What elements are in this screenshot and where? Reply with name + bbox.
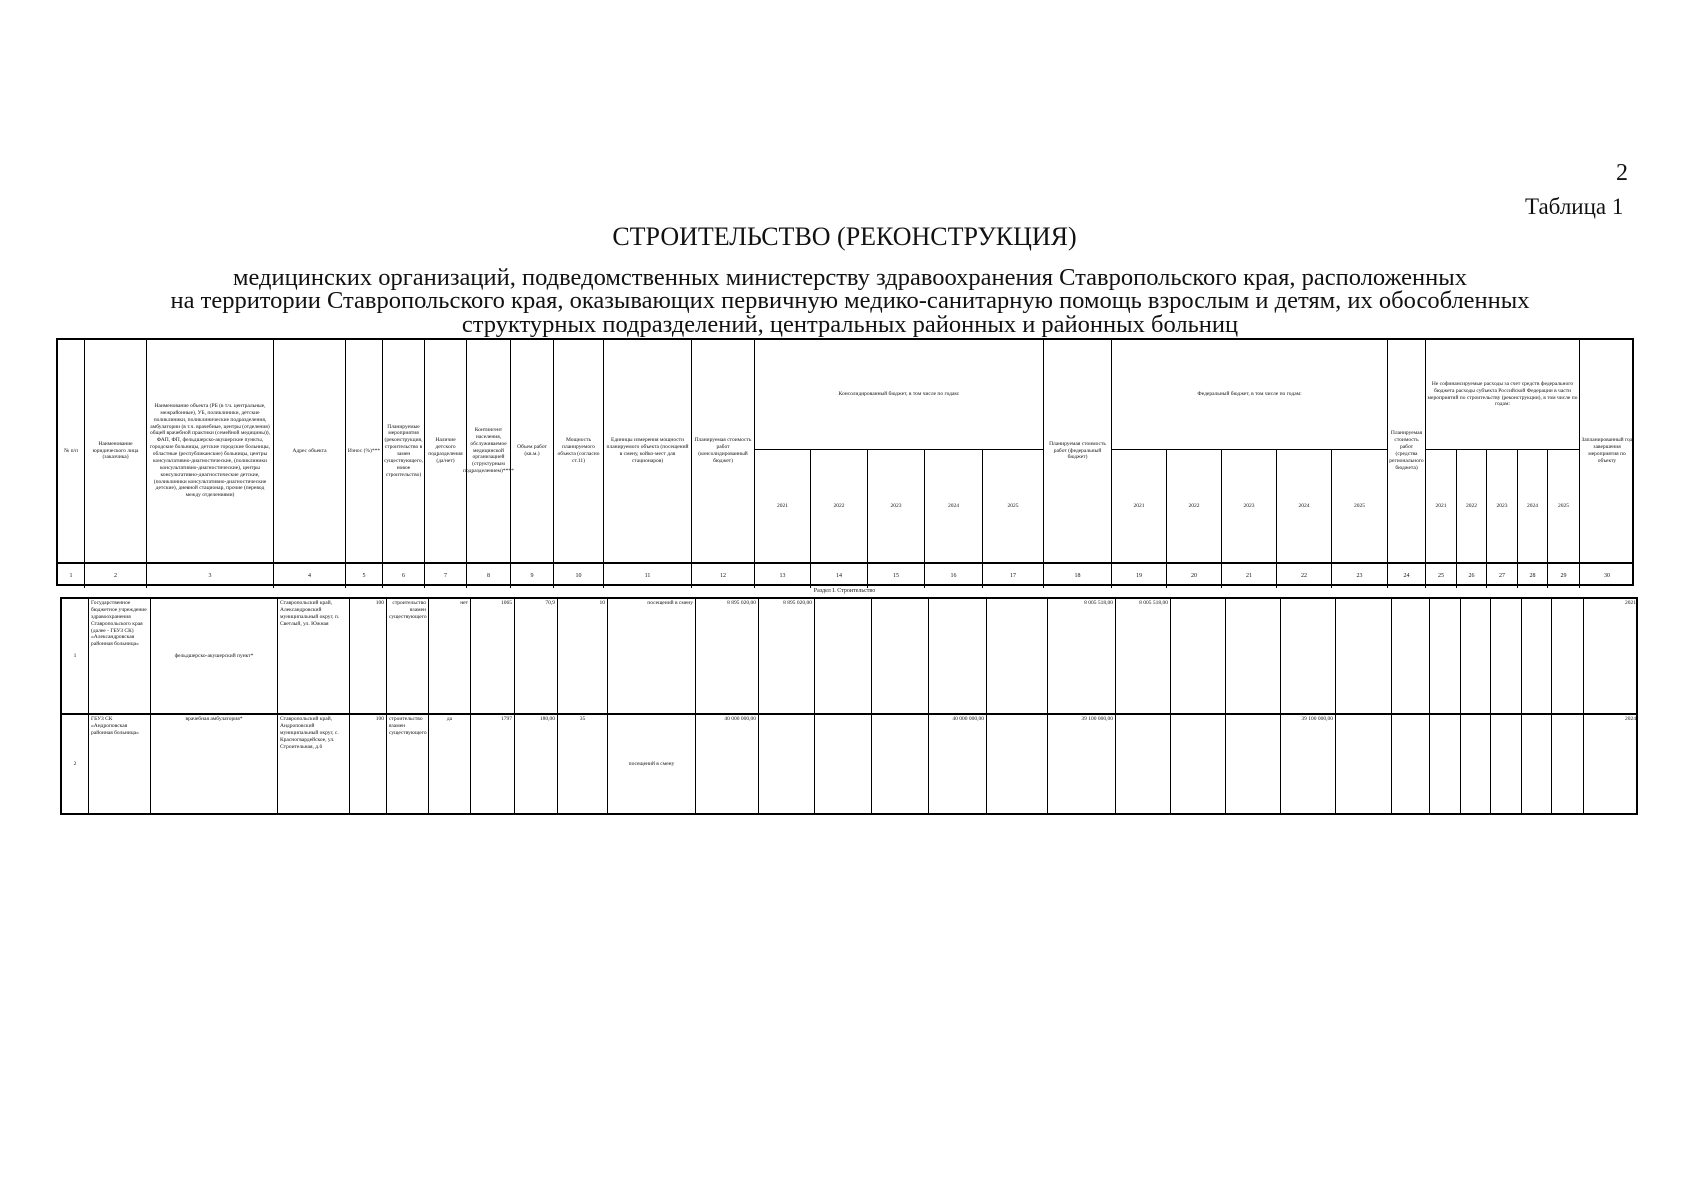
header-cons-2025: 2025 bbox=[983, 450, 1044, 562]
cell-wear: 100 bbox=[350, 715, 387, 813]
col-number: 24 bbox=[1388, 564, 1426, 588]
cell-object: фельдшерско-акушерский пункт* bbox=[151, 599, 278, 713]
col-number: 7 bbox=[425, 564, 467, 588]
cell-regional bbox=[1392, 599, 1430, 713]
cell-nf-2022 bbox=[1461, 599, 1491, 713]
header-fed-2021: 2021 bbox=[1112, 450, 1167, 562]
cell-nf-2021 bbox=[1430, 715, 1461, 813]
col-number: 19 bbox=[1112, 564, 1167, 588]
header-fed-2024: 2024 bbox=[1277, 450, 1332, 562]
cell-address: Ставропольский край, Александровский муниципальный округ, п. Светлый, ул. Южная bbox=[278, 599, 350, 713]
col-number: 11 bbox=[604, 564, 692, 588]
header-nf-2022: 2022 bbox=[1457, 450, 1487, 562]
subtitle-line-1: медицинских организаций, подведомственных министерству здравоохранения Ставропольского края, расположенных bbox=[233, 264, 1467, 291]
cell-fed-2022 bbox=[1171, 715, 1226, 813]
header-col-12: Планируемая стоимость работ (консолидированный бюджет) bbox=[692, 340, 755, 562]
header-col-24: Планируемая стоимость работ (средства регионального бюджета) bbox=[1388, 340, 1426, 562]
cell-nf-2023 bbox=[1491, 715, 1522, 813]
col-number: 29 bbox=[1548, 564, 1580, 588]
col-number: 1 bbox=[58, 564, 85, 588]
cell-cons-2023 bbox=[872, 715, 929, 813]
cell-regional bbox=[1392, 715, 1430, 813]
table-row bbox=[62, 599, 1636, 715]
cell-cost-consolidated: 8 895 020,00 bbox=[696, 599, 759, 713]
col-number: 14 bbox=[811, 564, 868, 588]
col-number: 20 bbox=[1167, 564, 1222, 588]
col-number: 8 bbox=[467, 564, 511, 588]
cell-nf-2023 bbox=[1491, 599, 1522, 713]
header-cons-2021: 2021 bbox=[755, 450, 811, 562]
col-number: 28 bbox=[1518, 564, 1548, 588]
col-number: 25 bbox=[1426, 564, 1457, 588]
cell-children: нет bbox=[429, 599, 471, 713]
subtitle-line-3: структурных подразделений, центральных районных и районных больниц bbox=[461, 310, 1239, 338]
header-federal-group: Федеральный бюджет, в том числе по годам: bbox=[1112, 340, 1388, 450]
col-number: 10 bbox=[554, 564, 604, 588]
col-number: 12 bbox=[692, 564, 755, 588]
cell-org: ГБУЗ СК «Андроповская районная больница» bbox=[89, 715, 151, 813]
col-number: 15 bbox=[868, 564, 925, 588]
cell-fed-2024: 39 100 000,00 bbox=[1281, 715, 1336, 813]
header-consolidated-group: Консолидированный бюджет, в том числе по годам: bbox=[755, 340, 1044, 450]
cell-nf-2022 bbox=[1461, 715, 1491, 813]
column-number-row bbox=[58, 562, 1632, 588]
cell-cons-2021 bbox=[759, 715, 815, 813]
page-number: 2 bbox=[1616, 160, 1628, 186]
cell-object: врачебная амбулатория* bbox=[151, 715, 278, 813]
cell-nf-2025 bbox=[1552, 715, 1584, 813]
col-number: 27 bbox=[1487, 564, 1518, 588]
cell-volume: 70,9 bbox=[515, 599, 558, 713]
cell-population: 1065 bbox=[471, 599, 515, 713]
table-number: Таблица 1 bbox=[1525, 194, 1624, 219]
cell-fed-2023 bbox=[1226, 599, 1281, 713]
header-col-3: Наименование объекта (РБ (в т.ч. центральные, межрайонные), УБ, поликлиники, детские поликлиники, поликлинические подразделения, амбулатории (в т.ч. врачебные, центры (отделения) общей врачебной практики (семейной медицины)), ФАП, ФП, фельдшерско-акушерские пункты, городские больницы, детские городские больницы, областные (республиканские) больницы, центры консультативно-диагностические, (поликлиники консультативно-диагностические), центры консультативно-диагностические детские, (поликлиники консультативно-диагностические детские), дневной стационар, прочие (перевод между отделениями) bbox=[147, 340, 274, 562]
document-subtitle bbox=[110, 266, 1590, 336]
col-number: 23 bbox=[1332, 564, 1388, 588]
col-number: 6 bbox=[383, 564, 425, 588]
header-col-9: Объем работ (кв.м.) bbox=[511, 340, 554, 562]
cell-cost-federal: 8 005 518,00 bbox=[1048, 599, 1116, 713]
col-number: 3 bbox=[147, 564, 274, 588]
cell-capacity: 10 bbox=[558, 599, 608, 713]
cell-volume: 180,00 bbox=[515, 715, 558, 813]
header-nf-2023: 2023 bbox=[1487, 450, 1518, 562]
header-col-10: Мощность планируемого объекта (согласно ст.11) bbox=[554, 340, 604, 562]
cell-capacity: 35 bbox=[558, 715, 608, 813]
subtitle-line-2: на территории Ставропольского края, оказывающих первичную медико-санитарную помощь взрослым и детям, их обособленных bbox=[170, 287, 1530, 315]
col-number: 4 bbox=[274, 564, 346, 588]
cell-cons-2022 bbox=[815, 599, 872, 713]
col-number: 17 bbox=[983, 564, 1044, 588]
cell-fed-2021 bbox=[1116, 715, 1171, 813]
header-col-2: Наименование юридического лица (заказчика) bbox=[85, 340, 147, 562]
cell-org: Государственное бюджетное учреждение здравоохранения Ставропольского края (далее - ГБУЗ СК) «Александровская районная больница» bbox=[89, 599, 151, 713]
cell-cons-2025 bbox=[987, 715, 1048, 813]
cell-cons-2024 bbox=[929, 599, 987, 713]
table-row bbox=[62, 715, 1636, 813]
col-number: 9 bbox=[511, 564, 554, 588]
header-col-5: Износ (%)*** bbox=[346, 340, 383, 562]
cell-children: да bbox=[429, 715, 471, 813]
cell-unit: посещений в смену bbox=[608, 599, 696, 713]
cell-fed-2021: 8 005 518,00 bbox=[1116, 599, 1171, 713]
header-col-8: Контингент населения, обслуживаемое медицинской организацией (структурным подразделением)**** bbox=[467, 340, 511, 562]
table-body bbox=[60, 597, 1638, 815]
cell-activity: строительство взамен существующего bbox=[387, 715, 429, 813]
cell-address: Ставропольский край, Андроповский муниципальный округ, с. Красногвардейское, ул. Строительная, д.6 bbox=[278, 715, 350, 813]
section-title: Раздел I. Строительство bbox=[813, 588, 876, 594]
cell-cons-2021: 8 895 020,00 bbox=[759, 599, 815, 713]
col-number: 21 bbox=[1222, 564, 1277, 588]
header-fed-2023: 2023 bbox=[1222, 450, 1277, 562]
cell-num: 2 bbox=[62, 715, 89, 813]
cell-year-end: 2021 bbox=[1625, 600, 1636, 606]
cell-nf-2021 bbox=[1430, 599, 1461, 713]
col-number: 5 bbox=[346, 564, 383, 588]
header-cons-2022: 2022 bbox=[811, 450, 868, 562]
header-cons-2023: 2023 bbox=[868, 450, 925, 562]
col-number: 26 bbox=[1457, 564, 1487, 588]
cell-cons-2023 bbox=[872, 599, 929, 713]
col-number: 16 bbox=[925, 564, 983, 588]
cell-cons-2025 bbox=[987, 599, 1048, 713]
header-cons-2024: 2024 bbox=[925, 450, 983, 562]
cell-year-end: 2024 bbox=[1625, 716, 1636, 722]
header-nf-2024: 2024 bbox=[1518, 450, 1548, 562]
header-nonfinanced-group: Не софинансируемые расходы за счет средств федерального бюджета расходы субъекта Российской Федерации в части мероприятий по строительству (реконструкции), в том числе по годам: bbox=[1426, 340, 1580, 450]
cell-fed-2025 bbox=[1336, 599, 1392, 713]
cell-fed-2023 bbox=[1226, 715, 1281, 813]
header-col-6: Планируемые мероприятия (реконструкция, строительство в замен существующего, новое строительство) bbox=[383, 340, 425, 562]
cell-activity: строительство взамен существующего bbox=[387, 599, 429, 713]
cell-population: 1797 bbox=[471, 715, 515, 813]
header-fed-2022: 2022 bbox=[1167, 450, 1222, 562]
col-number: 2 bbox=[85, 564, 147, 588]
cell-cons-2022 bbox=[815, 715, 872, 813]
cell-nf-2024 bbox=[1522, 715, 1552, 813]
header-nf-2025: 2025 bbox=[1548, 450, 1580, 562]
cell-unit: посещений в смену bbox=[608, 715, 696, 813]
col-number: 13 bbox=[755, 564, 811, 588]
cell-cost-federal: 39 100 000,00 bbox=[1048, 715, 1116, 813]
header-col-7: Наличие детского подразделения (да/нет) bbox=[425, 340, 467, 562]
cell-nf-2025 bbox=[1552, 599, 1584, 713]
col-number: 22 bbox=[1277, 564, 1332, 588]
header-nf-2021: 2021 bbox=[1426, 450, 1457, 562]
cell-cost-consolidated: 40 000 000,00 bbox=[696, 715, 759, 813]
cell-wear: 100 bbox=[350, 599, 387, 713]
document-title: СТРОИТЕЛЬСТВО (РЕКОНСТРУКЦИЯ) bbox=[612, 222, 1077, 251]
header-col-1: № п/п bbox=[58, 340, 85, 562]
col-number: 30 bbox=[1604, 573, 1610, 579]
header-col-18: Планируемая стоимость работ (федеральный бюджет) bbox=[1044, 340, 1112, 562]
cell-cons-2024: 40 000 000,00 bbox=[929, 715, 987, 813]
header-fed-2025: 2025 bbox=[1332, 450, 1388, 562]
cell-fed-2024 bbox=[1281, 599, 1336, 713]
cell-fed-2025 bbox=[1336, 715, 1392, 813]
cell-fed-2022 bbox=[1171, 599, 1226, 713]
table-header bbox=[56, 338, 1634, 586]
col-number: 18 bbox=[1044, 564, 1112, 588]
header-col-4: Адрес объекта bbox=[274, 340, 346, 562]
header-col-30: Запланированный год завершения мероприятия по объекту bbox=[1581, 437, 1633, 464]
header-col-11: Единицы измерения мощности планируемого объекта (посещений в смену, койко-мест для стационаров) bbox=[604, 340, 692, 562]
cell-num: 1 bbox=[62, 599, 89, 713]
cell-nf-2024 bbox=[1522, 599, 1552, 713]
